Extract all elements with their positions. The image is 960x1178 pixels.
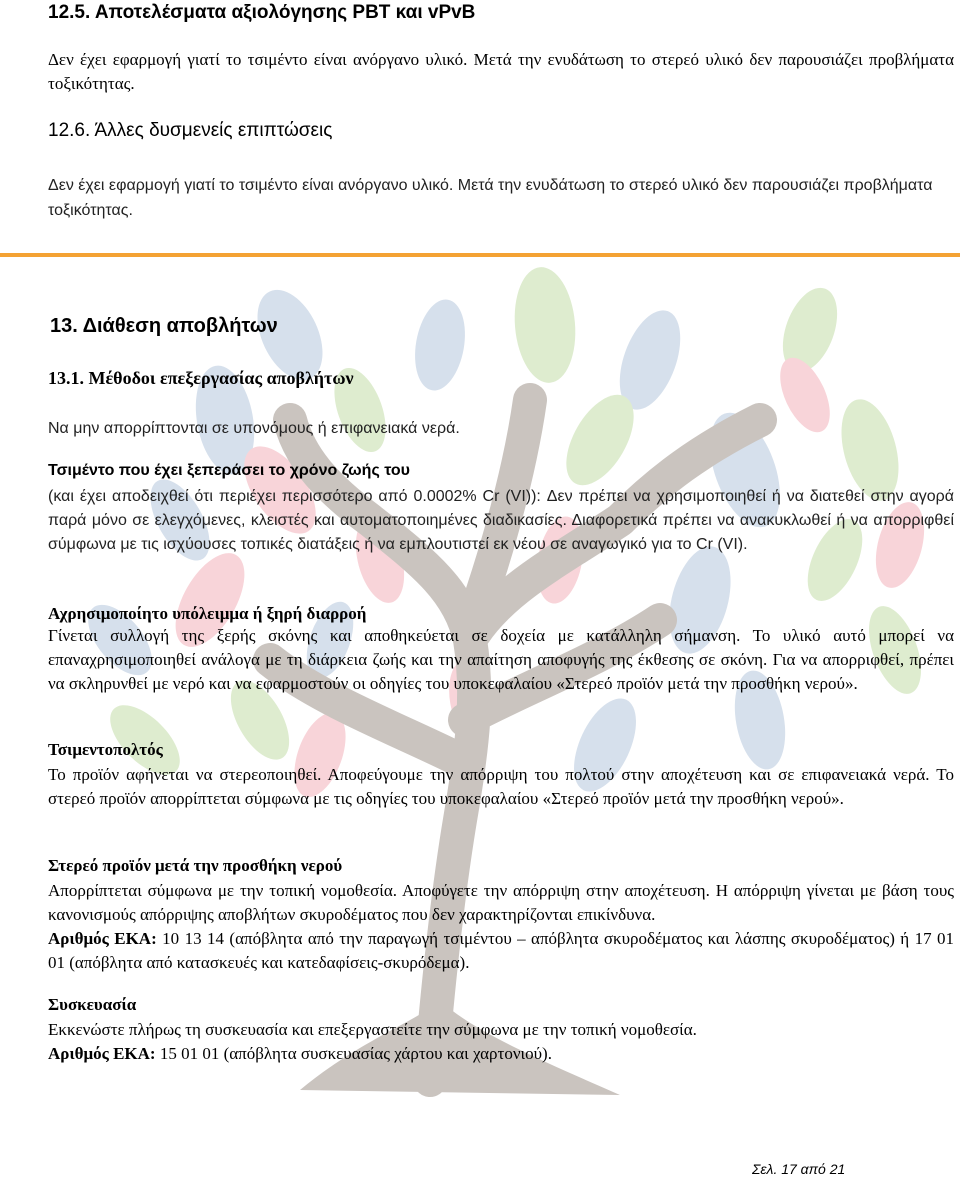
solid-eka-label: Αριθμός ΕΚΑ:	[48, 929, 157, 948]
residue-text: Γίνεται συλλογή της ξερής σκόνης και αποθηκεύεται σε δοχεία με κατάλληλη σήμανση. Το υλικό αυτό μπορεί να επαναχρησιμοποιηθεί ανάλογα με τη διάρκεια ζωής και την απαίτηση αποφυγής της έκθεσης σε σκόνη. Για να απορριφθεί, πρέπει να σκληρυνθεί με νερό και να εφαρμοστούν οι οδηγίες του υποκεφαλαίου «Στερεό προϊόν μετά την προσθήκη νερού».	[48, 626, 954, 693]
page-number: Σελ. 17 από 21	[752, 1161, 846, 1177]
packaging-title: Συσκευασία	[48, 995, 137, 1014]
residue-title: Αχρησιμοποίητο υπόλειμμα ή ξηρή διαρροή	[48, 604, 367, 623]
section-12-6-heading: 12.6. Άλλες δυσμενείς επιπτώσεις	[48, 120, 333, 141]
packaging-eka-label: Αριθμός ΕΚΑ:	[48, 1044, 156, 1063]
cement-expired-title: Τσιμέντο που έχει ξεπεράσει το χρόνο ζωής του	[48, 462, 410, 479]
solid-title: Στερεό προϊόν μετά την προσθήκη νερού	[48, 856, 343, 875]
section-12-6-text: Δεν έχει εφαρμογή γιατί το τσιμέντο είναι ανόργανο υλικό. Μετά την ενυδάτωση το στερεό υλικό δεν παρουσιάζει προβλήματα τοξικότητας.	[48, 177, 933, 219]
section-12-5-text: Δεν έχει εφαρμογή γιατί το τσιμέντο είναι ανόργανο υλικό. Μετά την ενυδάτωση το στερεό υλικό δεν παρουσιάζει προβλήματα τοξικότητας.	[48, 50, 954, 93]
packaging-eka	[48, 1042, 954, 1066]
solid-eka	[48, 927, 954, 975]
slurry-title: Τσιμεντοπολτός	[48, 740, 163, 759]
packaging-eka-text: 15 01 01 (απόβλητα συσκευασίας χάρτου και χαρτονιού).	[159, 1044, 552, 1063]
cement-expired-text: (και έχει αποδειχθεί ότι περιέχει περισσότερο από 0.0002% Cr (VI)): Δεν πρέπει να χρησιμοποιηθεί ή να διατεθεί στην αγορά παρά μόνο σε ελεγχόμενες, κλειστές και αυτοματοποιημένες διαδικασίες. Διαφορετικά πρέπει να ανακυκλωθεί ή να απορριφθεί σύμφωνα με τις ισχύουσες τοπικές διατάξεις ή να εμπλουτιστεί εκ νέου σε αναγωγικό για το Cr (VI).	[48, 488, 954, 553]
solid-text: Απορρίπτεται σύμφωνα με την τοπική νομοθεσία. Αποφύγετε την απόρριψη στην αποχέτευση. Η απόρριψη γίνεται με βάση τους κανονισμούς απόρριψης αποβλήτων σκυροδέματος που δεν χαρακτηρίζονται επικίνδυνα.	[48, 881, 954, 924]
section-13-1-heading: 13.1. Μέθοδοι επεξεργασίας αποβλήτων	[48, 368, 354, 388]
solid-eka-text: 10 13 14 (απόβλητα από την παραγωγή τσιμέντου – απόβλητα σκυροδέματος και λάσπης σκυροδέματος) ή 17 01 01 (απόβλητα από κατασκευές και κατεδαφίσεις-σκυρόδεμα).	[48, 929, 955, 972]
packaging-text: Εκκενώστε πλήρως τη συσκευασία και επεξεργαστείτε την σύμφωνα με την τοπική νομοθεσία.	[48, 1020, 697, 1039]
section-13-heading: 13. Διάθεση αποβλήτων	[50, 315, 278, 337]
section-12-5-heading: 12.5. Αποτελέσματα αξιολόγησης PBT και vPvB	[48, 2, 476, 23]
slurry-text: Το προϊόν αφήνεται να στερεοποιηθεί. Αποφεύγουμε την απόρριψη του πολτού στην αποχέτευση και σε επιφανειακά νερά. Το στερεό προϊόν απορρίπτεται σύμφωνα με τις οδηγίες του υποκεφαλαίου «Στερεό προϊόν μετά την προσθήκη νερού».	[48, 765, 954, 808]
section-divider	[0, 253, 960, 257]
section-13-1-intro: Να μην απορρίπτονται σε υπονόμους ή επιφανειακά νερά.	[48, 420, 460, 437]
